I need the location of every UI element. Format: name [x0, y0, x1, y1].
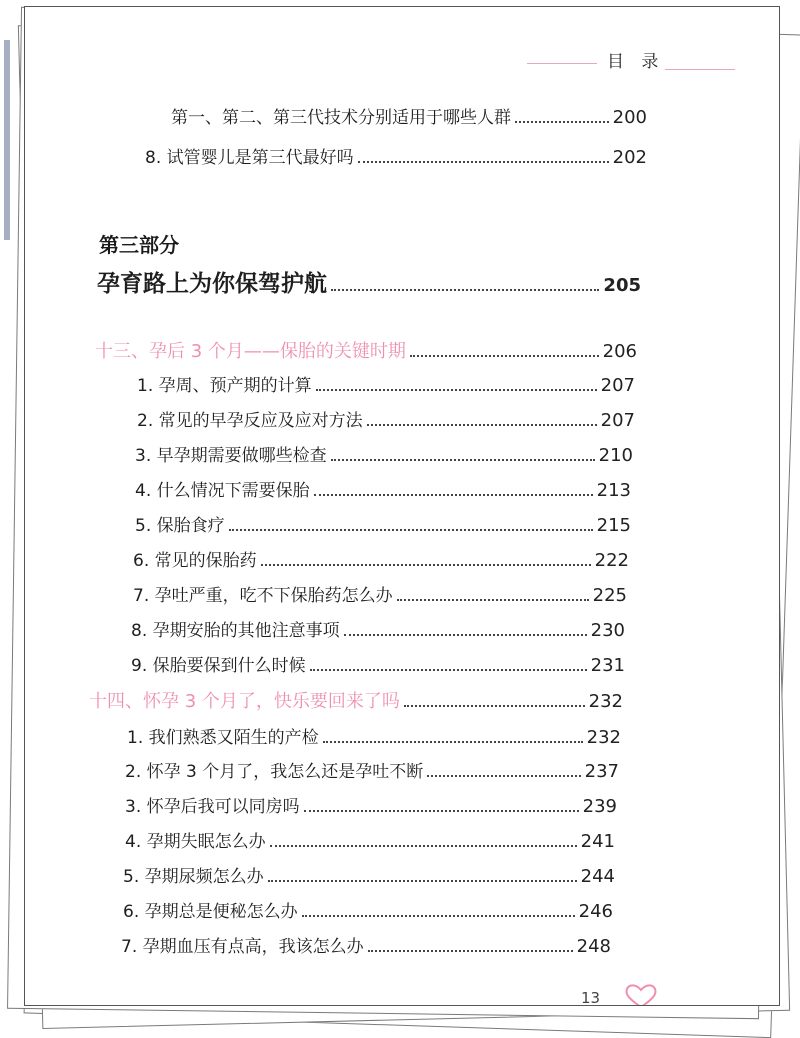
- toc-page-number: 239: [582, 796, 617, 817]
- leader-dots: [368, 950, 573, 952]
- toc-item-label: 7. 孕吐严重，吃不下保胎药怎么办: [133, 586, 393, 606]
- toc-page-number: 232: [588, 691, 623, 712]
- toc-item-label: 2. 常见的早孕反应及应对方法: [137, 411, 363, 431]
- leader-dots: [310, 669, 587, 671]
- toc-part-label: 孕育路上为你保驾护航: [97, 271, 327, 297]
- toc-item[interactable]: [171, 103, 647, 128]
- part-kicker: 第三部分: [99, 233, 179, 257]
- toc-item-label: 4. 什么情况下需要保胎: [135, 481, 310, 501]
- toc-item[interactable]: [125, 827, 615, 852]
- page-edge-tint: [4, 40, 10, 240]
- toc-item[interactable]: [135, 511, 631, 536]
- toc-item[interactable]: [135, 476, 631, 501]
- toc-item[interactable]: [123, 897, 613, 922]
- leader-dots: [344, 634, 587, 636]
- toc-item-label: 5. 孕期尿频怎么办: [123, 867, 264, 887]
- leader-dots: [316, 389, 597, 391]
- toc-page-number: 231: [590, 655, 625, 676]
- toc-page-number: 200: [612, 107, 647, 128]
- page-header-title: 目 录: [607, 52, 665, 72]
- toc-item-label: 6. 孕期总是便秘怎么办: [123, 902, 298, 922]
- toc-page-number: 215: [596, 515, 631, 536]
- toc-section-label: 十四、怀孕 3 个月了，快乐要回来了吗: [89, 691, 400, 712]
- toc-page-number: 207: [600, 410, 635, 431]
- toc-page-number: 241: [580, 831, 615, 852]
- leader-dots: [268, 880, 577, 882]
- toc-item-label: 1. 孕周、预产期的计算: [137, 376, 312, 396]
- leader-dots: [367, 424, 597, 426]
- toc-item[interactable]: [145, 143, 647, 168]
- toc-item-label: 8. 孕期安胎的其他注意事项: [131, 621, 340, 641]
- leader-dots: [358, 161, 609, 163]
- leader-dots: [302, 915, 575, 917]
- toc-page-number: 244: [580, 866, 615, 887]
- leader-dots: [397, 599, 589, 601]
- toc-item[interactable]: [125, 792, 617, 817]
- leader-dots: [314, 494, 593, 496]
- toc-page-number: 213: [596, 480, 631, 501]
- toc-item-label: 8. 试管婴儿是第三代最好吗: [145, 148, 354, 168]
- toc-item[interactable]: [137, 371, 635, 396]
- leader-dots: [427, 775, 580, 777]
- leader-dots: [261, 564, 591, 566]
- toc-page-number: 205: [603, 275, 641, 296]
- leader-dots: [404, 705, 585, 707]
- toc-item-label: 3. 怀孕后我可以同房吗: [125, 797, 300, 817]
- toc-item-label: 第一、第二、第三代技术分别适用于哪些人群: [171, 108, 511, 128]
- toc-page-number: 232: [586, 727, 621, 748]
- toc-item[interactable]: [131, 651, 625, 676]
- toc-section-entry[interactable]: [95, 337, 637, 363]
- toc-item[interactable]: [125, 757, 619, 782]
- toc-item[interactable]: [131, 616, 625, 641]
- toc-page-number: 206: [602, 341, 637, 362]
- leader-dots: [515, 121, 609, 123]
- toc-item-label: 3. 早孕期需要做哪些检查: [135, 446, 327, 466]
- toc-part-entry[interactable]: [97, 265, 641, 298]
- toc-page-number: 202: [612, 147, 647, 168]
- header-rule-right: [665, 69, 735, 70]
- toc-section-entry[interactable]: [89, 687, 623, 713]
- page-number: 13: [581, 989, 601, 1006]
- toc-item[interactable]: [133, 546, 629, 571]
- toc-item[interactable]: [121, 932, 611, 957]
- toc-item-label: 6. 常见的保胎药: [133, 551, 257, 571]
- toc-page-number: 230: [590, 620, 625, 641]
- toc-item[interactable]: [135, 441, 633, 466]
- toc-item[interactable]: [123, 862, 615, 887]
- leader-dots: [331, 289, 599, 291]
- toc-page: [24, 6, 780, 1006]
- toc-page-number: 246: [578, 901, 613, 922]
- heart-icon: [623, 983, 659, 1006]
- header-rule-left: [527, 63, 597, 64]
- leader-dots: [331, 459, 595, 461]
- toc-page-number: 222: [594, 550, 629, 571]
- leader-dots: [304, 810, 579, 812]
- toc-item-label: 2. 怀孕 3 个月了，我怎么还是孕吐不断: [125, 762, 424, 782]
- leader-dots: [270, 845, 577, 847]
- toc-page-number: 237: [584, 761, 619, 782]
- toc-item-label: 4. 孕期失眠怎么办: [125, 832, 266, 852]
- toc-item[interactable]: [137, 406, 635, 431]
- toc-page-number: 248: [576, 936, 611, 957]
- toc-item-label: 7. 孕期血压有点高，我该怎么办: [121, 937, 364, 957]
- toc-item-label: 1. 我们熟悉又陌生的产检: [127, 728, 319, 748]
- leader-dots: [323, 741, 583, 743]
- toc-item[interactable]: [127, 723, 621, 748]
- toc-page-number: 225: [592, 585, 627, 606]
- toc-item-label: 5. 保胎食疗: [135, 516, 225, 536]
- toc-item[interactable]: [133, 581, 627, 606]
- toc-item-label: 9. 保胎要保到什么时候: [131, 656, 306, 676]
- leader-dots: [229, 529, 593, 531]
- leader-dots: [410, 355, 599, 357]
- toc-page-number: 210: [598, 445, 633, 466]
- toc-page-number: 207: [600, 375, 635, 396]
- toc-section-label: 十三、孕后 3 个月——保胎的关键时期: [95, 341, 406, 362]
